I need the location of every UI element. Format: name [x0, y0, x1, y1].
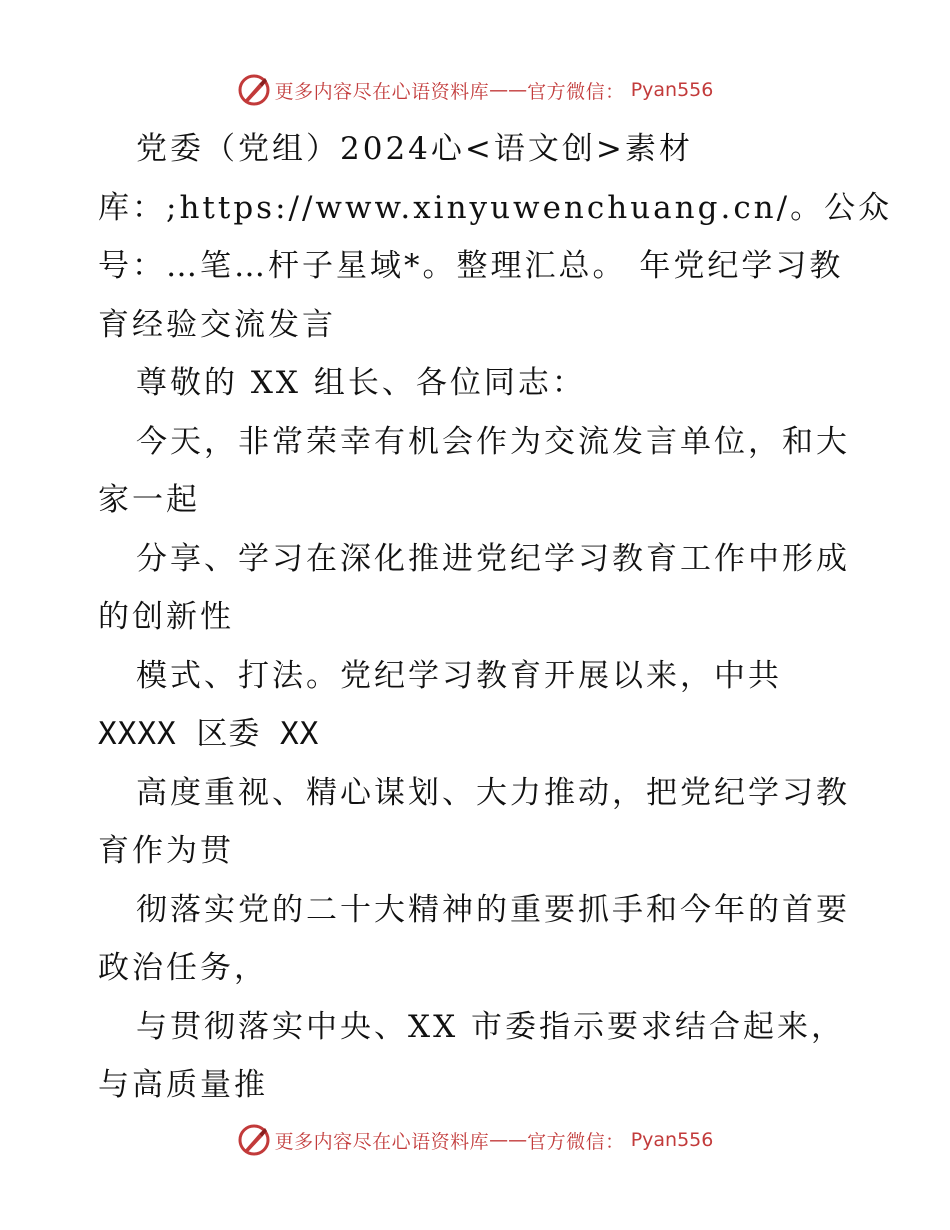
- banner-account-id: Pyan556: [630, 1129, 714, 1151]
- header-banner: [0, 70, 950, 110]
- doc-line: 库：;https://www.xinyuwenchuang.cn/。公众: [98, 189, 893, 226]
- doc-line: 育作为贯: [98, 833, 234, 869]
- doc-line: 的创新性: [98, 599, 234, 635]
- banner-account-id: Pyan556: [630, 79, 714, 101]
- doc-line: 与贯彻落实中央、XX 市委指示要求结合起来，: [136, 1008, 845, 1045]
- doc-line: 政治任务，: [98, 950, 268, 986]
- document-body: [98, 120, 893, 1115]
- banner-account-prefix: 官方微信：: [527, 80, 625, 103]
- doc-line: 育经验交流发言: [98, 306, 336, 343]
- doc-line: 模式、打法。党纪学习教育开展以来，中共: [136, 657, 782, 694]
- doc-line: 与高质量推: [98, 1067, 268, 1103]
- pen-logo-icon: [237, 73, 271, 107]
- doc-line: 今天，非常荣幸有机会作为交流发言单位，和大: [136, 423, 850, 460]
- banner-slogan: 更多内容尽在心语资料库: [274, 80, 490, 103]
- footer-banner: [0, 1120, 950, 1160]
- doc-line: 家一起: [98, 482, 200, 518]
- doc-line: 尊敬的 XX 组长、各位同志：: [136, 365, 586, 401]
- banner-account-prefix: 官方微信：: [527, 1130, 625, 1153]
- pen-logo-icon: [237, 1123, 271, 1157]
- banner-slogan: 更多内容尽在心语资料库: [274, 1130, 490, 1153]
- doc-line: 彻落实党的二十大精神的重要抓手和今年的首要: [136, 891, 850, 928]
- doc-line: 号：…笔…杆子星域*。整理汇总。 年党纪学习教: [98, 248, 844, 284]
- doc-line: 党委（党组）2024心<语文创>素材: [136, 131, 693, 167]
- banner-dash: ——: [489, 79, 528, 101]
- doc-line: XXXX 区委 XX: [98, 716, 320, 752]
- doc-line: 高度重视、精心谋划、大力推动，把党纪学习教: [136, 774, 850, 811]
- banner-dash: ——: [489, 1129, 528, 1151]
- doc-line: 分享、学习在深化推进党纪学习教育工作中形成: [136, 540, 850, 577]
